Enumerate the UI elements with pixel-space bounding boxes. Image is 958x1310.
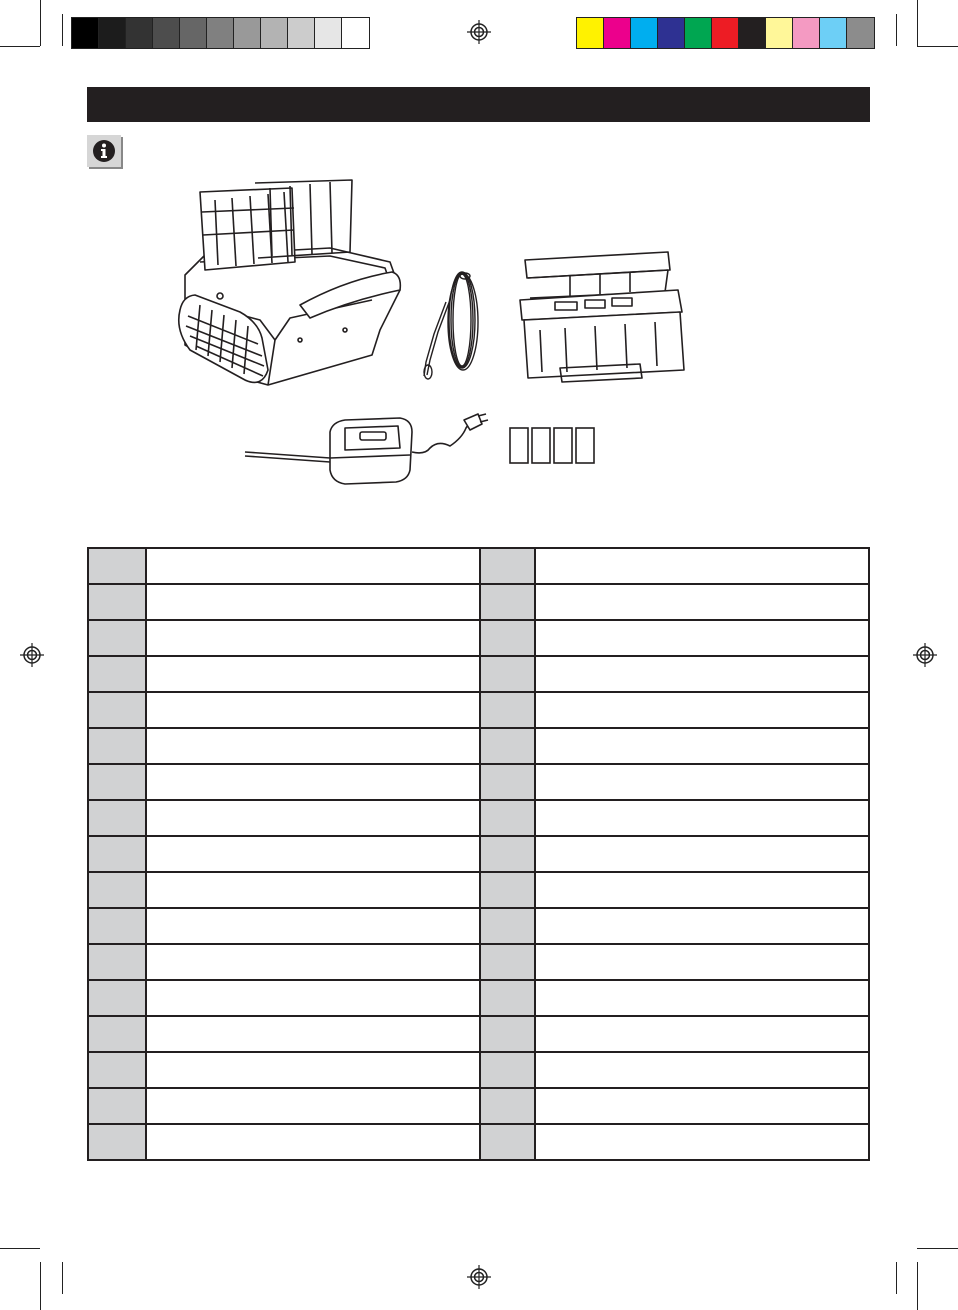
item-number-cell <box>88 980 146 1016</box>
item-number-cell <box>88 800 146 836</box>
item-description-cell <box>146 548 480 584</box>
robot-cleaner-drawing <box>179 180 401 385</box>
item-description-cell <box>535 980 869 1016</box>
item-number-cell <box>88 764 146 800</box>
table-row <box>88 836 869 872</box>
item-description-cell <box>146 800 480 836</box>
item-number-cell <box>88 548 146 584</box>
item-description-cell <box>535 1052 869 1088</box>
item-number-cell <box>88 872 146 908</box>
item-description-cell <box>535 872 869 908</box>
item-description-cell <box>146 584 480 620</box>
table-row <box>88 800 869 836</box>
item-description-cell <box>146 908 480 944</box>
item-description-cell <box>146 1088 480 1124</box>
table-row <box>88 656 869 692</box>
item-number-cell <box>480 1052 535 1088</box>
item-number-cell <box>88 1052 146 1088</box>
item-description-cell <box>146 692 480 728</box>
parts-list-body <box>88 548 869 1160</box>
item-number-cell <box>88 944 146 980</box>
item-number-cell <box>480 908 535 944</box>
item-number-cell <box>88 1016 146 1052</box>
table-row <box>88 980 869 1016</box>
item-description-cell <box>146 1124 480 1160</box>
item-number-cell <box>480 1016 535 1052</box>
registration-mark <box>913 643 937 667</box>
item-number-cell <box>480 872 535 908</box>
item-number-cell <box>480 728 535 764</box>
power-supply-drawing <box>245 414 488 484</box>
table-row <box>88 728 869 764</box>
item-description-cell <box>535 764 869 800</box>
item-description-cell <box>146 836 480 872</box>
crop-mark <box>917 1262 918 1310</box>
item-number-cell <box>88 836 146 872</box>
item-number-cell <box>480 584 535 620</box>
item-description-cell <box>146 872 480 908</box>
item-description-cell <box>146 944 480 980</box>
crop-mark <box>896 1262 897 1294</box>
table-row <box>88 1016 869 1052</box>
item-description-cell <box>535 1124 869 1160</box>
registration-mark <box>467 1265 491 1289</box>
item-number-cell <box>480 656 535 692</box>
item-number-cell <box>480 944 535 980</box>
item-description-cell <box>146 728 480 764</box>
item-number-cell <box>88 728 146 764</box>
cable-coil-drawing <box>424 272 478 379</box>
table-row <box>88 944 869 980</box>
item-description-cell <box>535 692 869 728</box>
item-number-cell <box>88 908 146 944</box>
item-number-cell <box>480 764 535 800</box>
table-row <box>88 908 869 944</box>
item-description-cell <box>535 1016 869 1052</box>
item-number-cell <box>480 548 535 584</box>
table-row <box>88 764 869 800</box>
item-number-cell <box>480 980 535 1016</box>
item-number-cell <box>480 1088 535 1124</box>
item-number-cell <box>88 620 146 656</box>
item-number-cell <box>88 1088 146 1124</box>
item-description-cell <box>535 728 869 764</box>
filter-baskets-drawing <box>520 252 684 382</box>
table-row <box>88 620 869 656</box>
table-row <box>88 1052 869 1088</box>
parts-list-table <box>87 547 870 1161</box>
item-description-cell <box>146 620 480 656</box>
item-number-cell <box>480 620 535 656</box>
item-description-cell <box>146 656 480 692</box>
crop-mark <box>917 1248 958 1249</box>
item-description-cell <box>535 800 869 836</box>
item-description-cell <box>535 836 869 872</box>
crop-mark <box>0 1248 40 1249</box>
product-contents-illustration <box>0 0 958 520</box>
item-description-cell <box>146 1052 480 1088</box>
item-number-cell <box>88 656 146 692</box>
item-number-cell <box>480 836 535 872</box>
item-description-cell <box>535 908 869 944</box>
item-description-cell <box>146 764 480 800</box>
table-row <box>88 1088 869 1124</box>
item-description-cell <box>146 1016 480 1052</box>
registration-mark <box>20 643 44 667</box>
item-description-cell <box>535 548 869 584</box>
item-number-cell <box>480 692 535 728</box>
item-description-cell <box>535 620 869 656</box>
table-row <box>88 692 869 728</box>
crop-mark <box>62 1262 63 1294</box>
table-row <box>88 872 869 908</box>
item-number-cell <box>480 800 535 836</box>
filter-cartridges-drawing <box>510 428 594 463</box>
item-description-cell <box>535 944 869 980</box>
item-description-cell <box>535 1088 869 1124</box>
item-number-cell <box>480 1124 535 1160</box>
table-row <box>88 1124 869 1160</box>
item-number-cell <box>88 692 146 728</box>
item-description-cell <box>535 584 869 620</box>
item-number-cell <box>88 584 146 620</box>
item-number-cell <box>88 1124 146 1160</box>
crop-mark <box>40 1262 41 1310</box>
item-description-cell <box>535 656 869 692</box>
item-description-cell <box>146 980 480 1016</box>
table-row <box>88 548 869 584</box>
table-row <box>88 584 869 620</box>
